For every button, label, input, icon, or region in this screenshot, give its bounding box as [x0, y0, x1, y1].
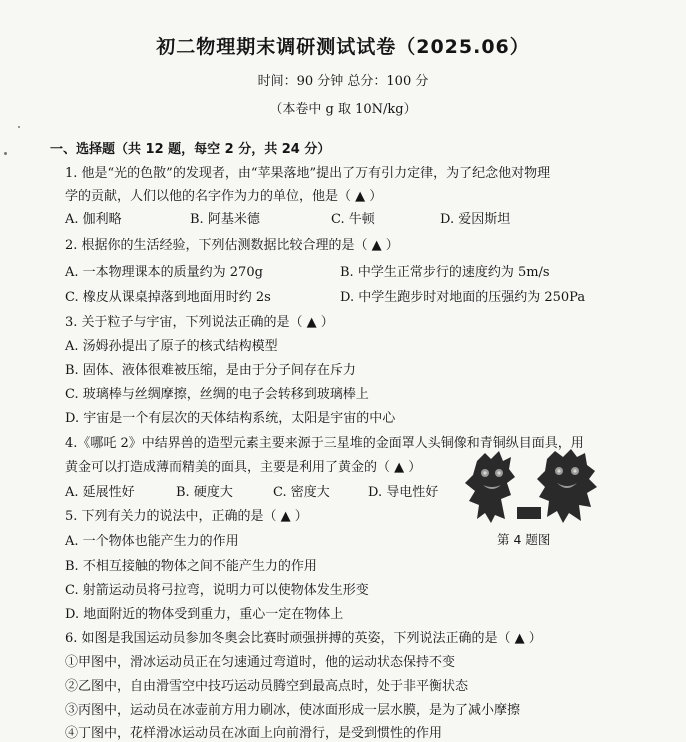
question-3-option-b: B. 固体、液体很难被压缩，是由于分子间存在斥力 — [65, 363, 356, 378]
question-4-option-a: A. 延展性好 — [65, 485, 135, 500]
question-1-option-d: D. 爱因斯坦 — [440, 212, 511, 227]
scan-speck — [4, 152, 7, 155]
question-5-option-c: C. 射箭运动员将弓拉弯，说明力可以使物体发生形变 — [65, 583, 369, 598]
page-title: 初二物理期末调研测试试卷（2025.06） — [156, 36, 530, 58]
question-4-stem-cont: 黄金可以打造成薄而精美的面具，主要是利用了黄金的（ ▲ ） — [65, 460, 422, 475]
question-1-option-b: B. 阿基米德 — [190, 212, 260, 227]
question-6-statement-3: ③丙图中，运动员在冰壶前方用力刷冰，使冰面形成一层水膜，是为了减小摩擦 — [65, 703, 521, 718]
question-2-option-c: C. 橡皮从课桌掉落到地面用时约 2s — [65, 290, 271, 305]
question-3-option-a: A. 汤姆孙提出了原子的核式结构模型 — [65, 339, 278, 354]
section-heading: 一、选择题（共 12 题，每空 2 分，共 24 分） — [50, 142, 331, 157]
question-2-stem: 2. 根据你的生活经验，下列估测数据比较合理的是（ ▲ ） — [65, 238, 399, 253]
question-6-statement-1: ①甲图中，滑冰运动员正在匀速通过弯道时，他的运动状态保持不变 — [65, 655, 456, 670]
question-2-option-d: D. 中学生跑步时对地面的压强约为 250Pa — [340, 290, 586, 305]
question-6-statement-4: ④丁图中，花样滑冰运动员在冰面上向前滑行，是受到惯性的作用 — [65, 726, 443, 741]
question-4-stem: 4.《哪吒 2》中结界兽的造型元素主要来源于三星堆的金面罩人头铜像和青铜纵目面具，用 — [65, 436, 584, 451]
scan-speck — [18, 126, 20, 128]
question-1-stem-cont: 学的贡献，人们以他的名字作为力的单位，他是（ ▲ ） — [65, 189, 383, 204]
question-5-option-b: B. 不相互接触的物体之间不能产生力的作用 — [65, 559, 317, 574]
question-1-option-a: A. 伽利略 — [65, 212, 122, 227]
question-4-option-c: C. 密度大 — [273, 485, 330, 500]
question-3-stem: 3. 关于粒子与宇宙，下列说法正确的是（ ▲ ） — [65, 315, 334, 330]
question-3-option-d: D. 宇宙是一个有层次的天体结构系统，太阳是宇宙的中心 — [65, 411, 396, 426]
question-4-figure-caption: 第 4 题图 — [497, 532, 551, 547]
gravity-note: （本卷中 g 取 10N/kg） — [269, 102, 417, 117]
question-5-option-a: A. 一个物体也能产生力的作用 — [65, 534, 239, 549]
question-4-figure — [455, 449, 607, 529]
question-6-stem: 6. 如图是我国运动员参加冬奥会比赛时顽强拼搏的英姿，下列说法正确的是（ ▲ ） — [65, 631, 542, 646]
question-1-stem: 1. 他是“光的色散”的发现者，由“苹果落地”提出了万有引力定律，为了纪念他对物理 — [65, 166, 551, 181]
question-5-option-d: D. 地面附近的物体受到重力，重心一定在物体上 — [65, 607, 344, 622]
question-2-option-b: B. 中学生正常步行的速度约为 5m/s — [340, 265, 550, 280]
question-4-option-b: B. 硬度大 — [176, 485, 233, 500]
question-1-option-c: C. 牛顿 — [331, 212, 375, 227]
question-6-statement-2: ②乙图中，自由滑雪空中技巧运动员腾空到最高点时，处于非平衡状态 — [65, 679, 469, 694]
question-3-option-c: C. 玻璃棒与丝绸摩擦，丝绸的电子会转移到玻璃棒上 — [65, 387, 369, 402]
question-4-option-d: D. 导电性好 — [368, 485, 439, 500]
question-2-option-a: A. 一本物理课本的质量约为 270g — [65, 265, 263, 280]
exam-time-info: 时间：90 分钟 总分：100 分 — [257, 74, 429, 89]
question-5-stem: 5. 下列有关力的说法中，正确的是（ ▲ ） — [65, 509, 308, 524]
